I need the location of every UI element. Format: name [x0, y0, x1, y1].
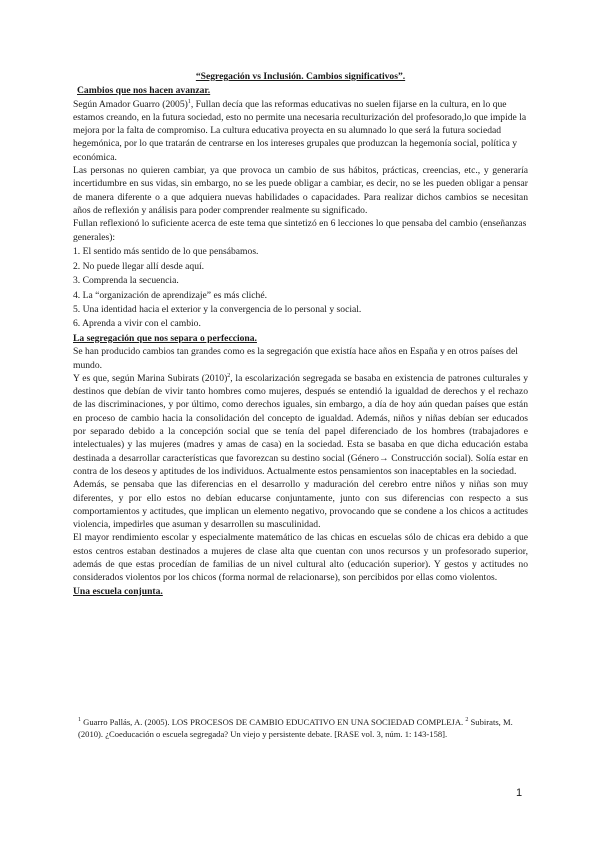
section-heading-escuela-conjunta: Una escuela conjunta. — [73, 585, 163, 597]
list-item: 2. No puede llegar allí desde aquí. — [73, 260, 205, 272]
footnote-ref-1[interactable]: 1 — [187, 98, 191, 105]
paragraph-desarrollo: Además, se pensaba que las diferencias en el desarrollo y maduración del cerebro entre niños y niñas son muy diferentes, y por ello estos no debían educarse conjuntamente, junto con sus diferencias con respecto a sus comportamientos y actitudes, que implican un elemento negativo, provocando que se condene a los chicos a actitudes violencia, impedirles que asuman y desarrollen su masculinidad. — [73, 479, 528, 531]
list-item: 6. Aprenda a vivir con el cambio. — [73, 318, 201, 330]
list-item: 5. Una identidad hacia el exterior y la convergencia de lo personal y social. — [73, 303, 362, 315]
list-item: 1. El sentido más sentido de lo que pensábamos. — [73, 246, 259, 258]
section-heading-cambios: Cambios que nos hacen avanzar. — [77, 85, 211, 97]
paragraph-fullan: Fullan reflexionó lo suficiente acerca de este tema que sintetizó en 6 lecciones lo que pensaba del cambio (enseñanzas generales): — [73, 218, 527, 243]
paragraph-subirats: Y es que, según Marina Subirats $(2010)^2$, la escolarización segregada se basaba en existencia de patrones culturales y destinos que debían de vivir tanto hombres como mujeres, después se entendió la igualdad de derechos y el rechazo de las discriminaciones, y por último, como derechos iguales, sin embargo, a día de hoy aún quedan países que están en proceso de cambio hacia la consolidación del concepto de igualdad. Además, niños y niñas debían ser educados por separado debido a la concepción social que se tenía del papel diferenciado de los hombres (trabajadores e intelectuales) y las mujeres (madres y amas de casa) en la sociedad. Esta se basaba en que dicha educación estaba destinada a desarrollar características que favorezcan su destino social (Género→ Construcción social). Solía estar en contra de los deseos y aptitudes de los individuos. Actualmente estos pensamientos son inaceptables en la sociedad. — [73, 372, 528, 477]
footnote-marker-2: 2 — [465, 717, 469, 724]
footnote-marker-1: 1 — [78, 717, 81, 724]
paragraph-rendimiento: El mayor rendimiento escolar y especialmente matemático de las chicas en escuelas sólo de chicas era debido a que estos centros estaban destinados a mujeres de clase alta que cuentan con unos recursos y un profesorado superior, además de que estas procedían de familias de un nivel cultural alto (educación superior). Y gestos y actitudes no considerados violentos por los chicos (forma normal de relacionarse), son percibidos por ellas como violentos. — [73, 532, 528, 584]
footnote-1-text: Guarro Pallás, A. (2005). LOS PROCESOS DE CAMBIO EDUCATIVO EN UNA SOCIEDAD COMPLEJA. — [83, 717, 464, 727]
document-body — [73, 70, 528, 598]
paragraph-cambios-grandes: Se han producido cambios tan grandes como es la segregación que existía hace años en España y en otros países del mundo. — [73, 346, 518, 371]
paragraph-cambiar: Las personas no quieren cambiar, ya que provoca un cambio de sus hábitos, prácticas, creencias, etc., y generaría incertidumbre en sus vidas, sin embargo, no se les puede obligar a cambiar, es decir, no se les pueden obligar a pensar de manera diferente o a que adquiera nuevas habilidades o capacidades. Para realizar dichos cambios se necesitan años de reflexión y análisis para poder comprender realmente su significado. — [73, 165, 528, 216]
lessons-list — [73, 245, 528, 331]
list-item: 3. Comprenda la secuencia. — [73, 275, 179, 287]
list-item: 4. La “organización de aprendizaje” es más cliché. — [73, 289, 267, 301]
paragraph-guarro: Según Amador Guarro $(2005)^1$, Fullan decía que las reformas educativas no suelen fijarse en la cultura, en lo que estamos creando, en la futura sociedad, esto no permite una necesaria reculturización del profesorado,lo que impide la mejora por la falta de compromiso. La cultura educativa proyecta en su alumnado lo que será la futura sociedad hegemónica, por lo que tratarán de centrarse en los intereses grupales que produzcan la hegemonía social, política y económica. — [73, 98, 527, 163]
footnotes — [78, 716, 518, 740]
page-number: 1 — [516, 787, 523, 799]
footnote-2-text: Subirats, M. (2010). ¿Coeducación o escuela segregada? Un viejo y persistente debate. [RASE vol. 3, núm. 1: 143-158]. — [78, 717, 513, 739]
section-heading-segregacion: La segregación que nos separa o perfecciona. — [73, 332, 257, 344]
document-title: “Segregación vs Inclusión. Cambios significativos”. — [195, 71, 406, 82]
footnote-ref-2[interactable]: 2 — [227, 372, 231, 379]
